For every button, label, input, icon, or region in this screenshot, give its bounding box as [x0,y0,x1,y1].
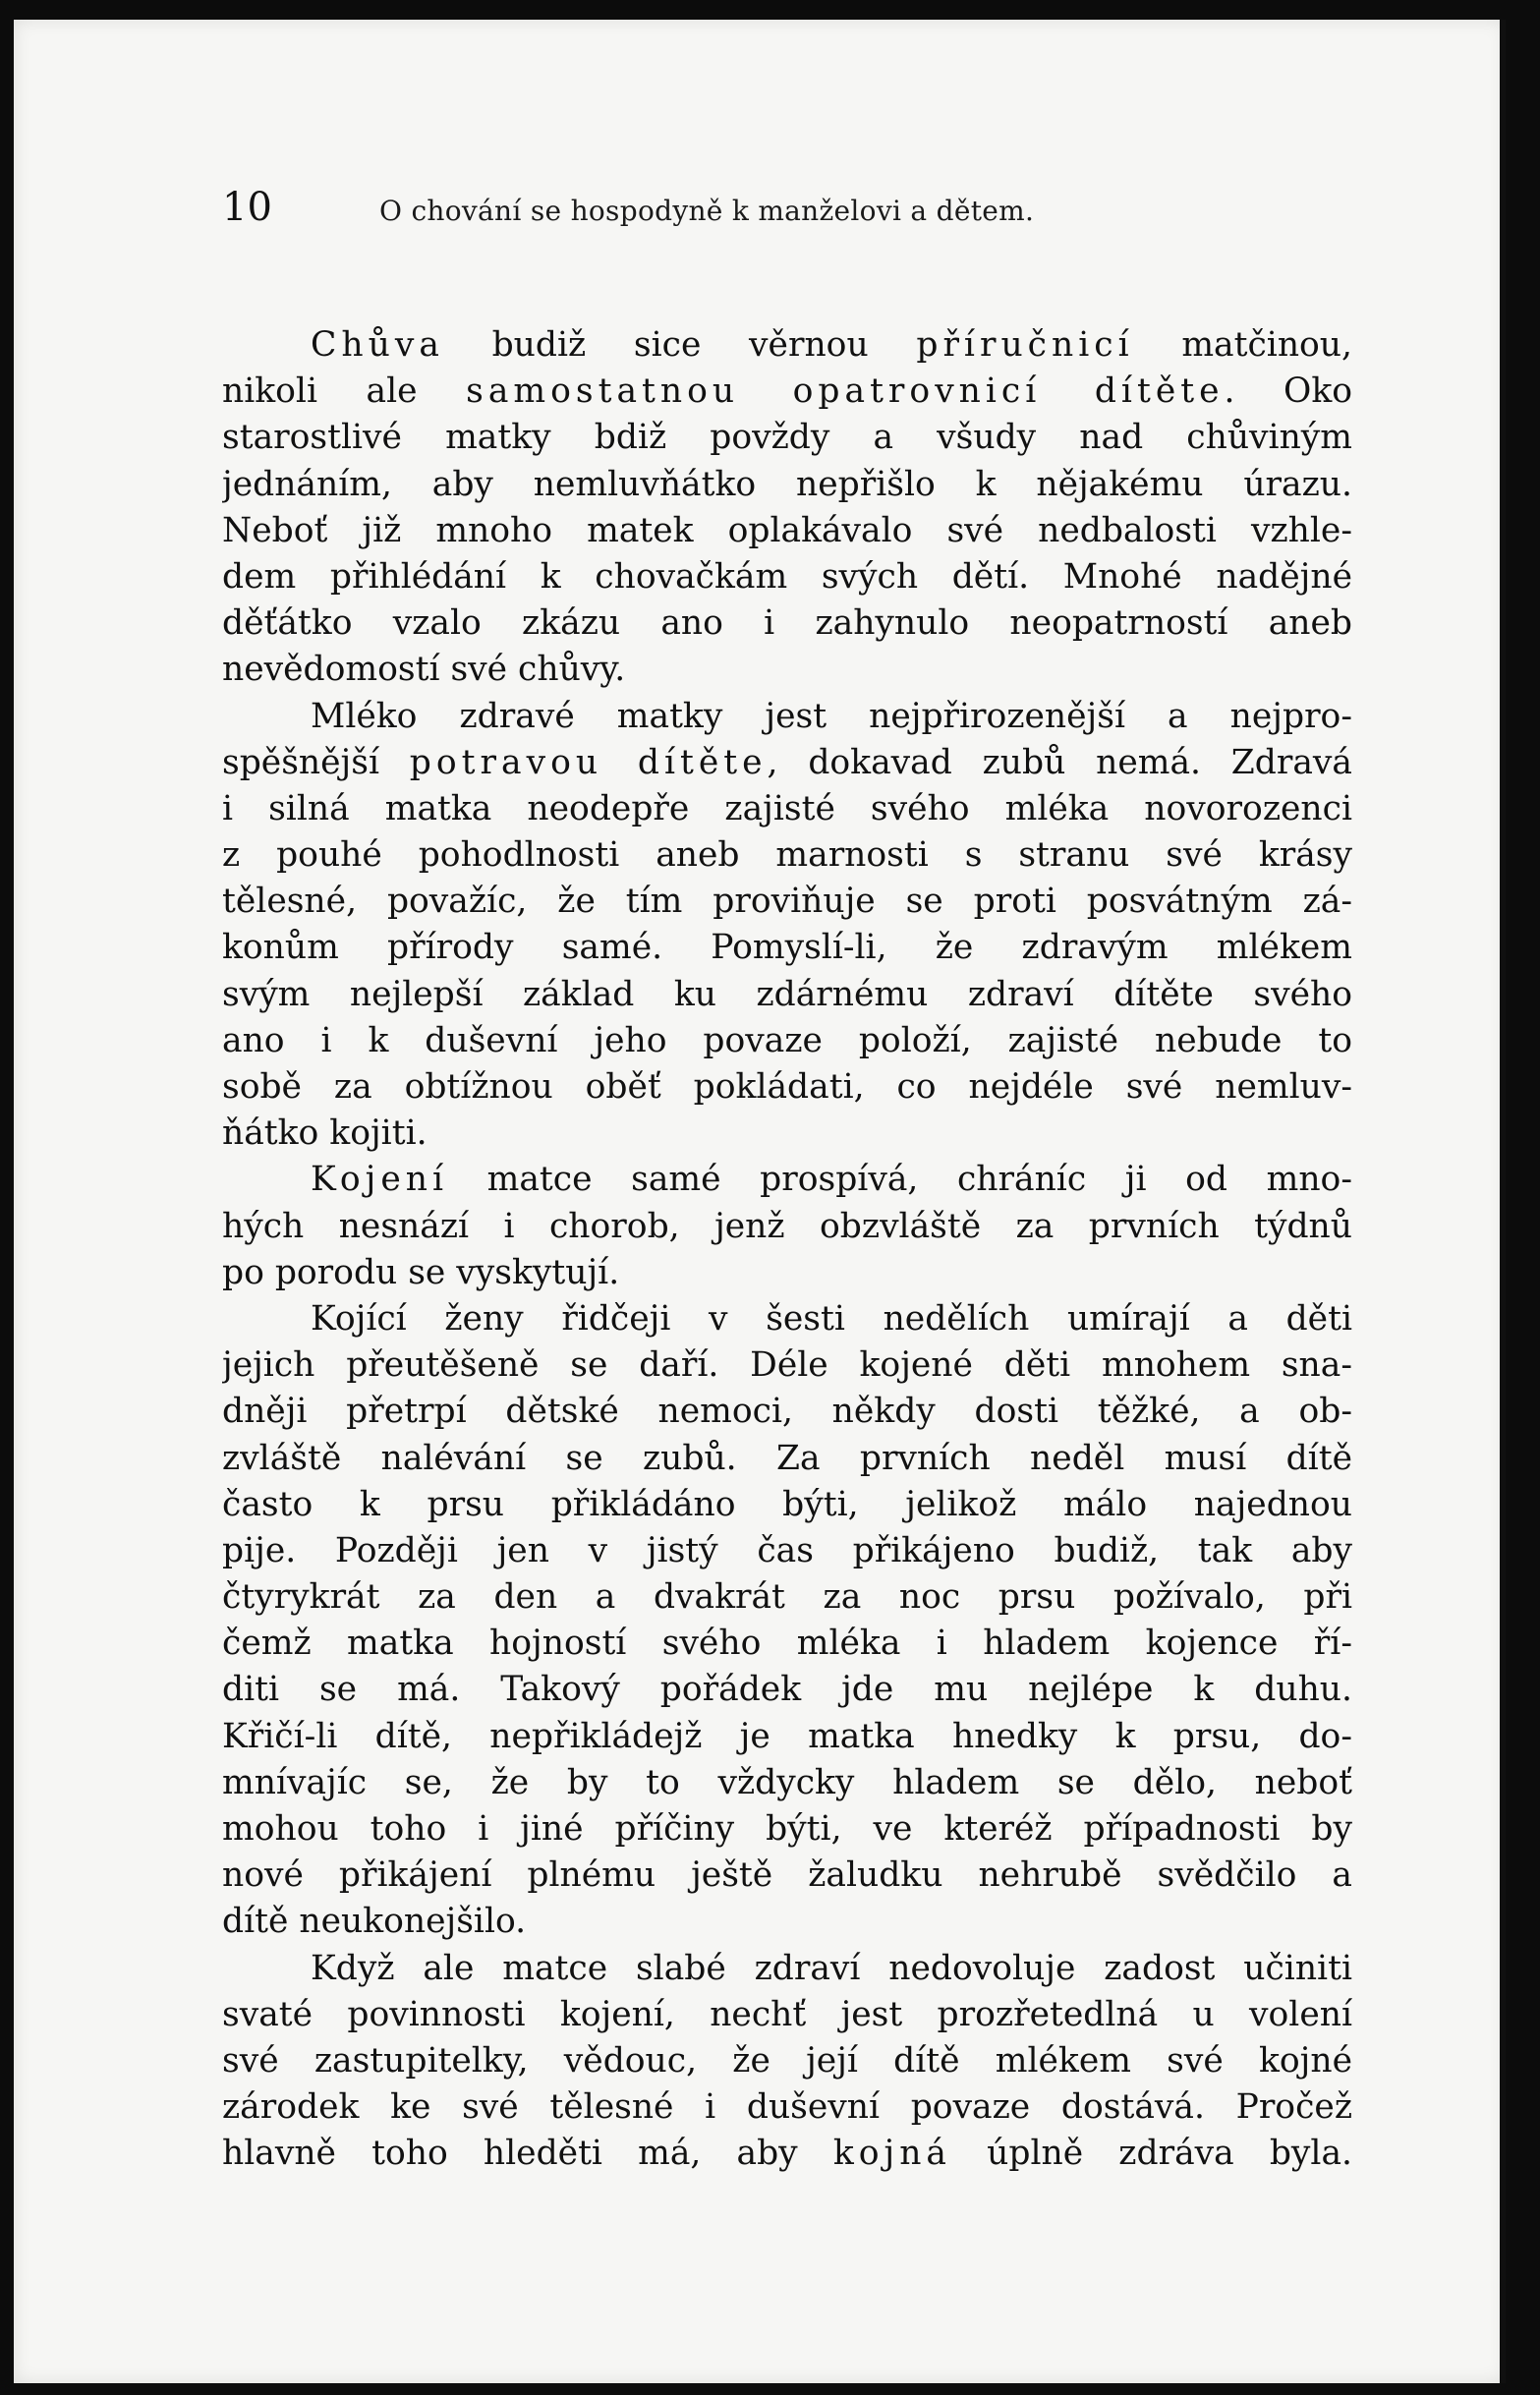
text-run: spěšnější [222,742,410,782]
text-line: Křičí-li dítě, nepřikládejž je matka hnedky k prsu, do- [222,1716,1352,1756]
text-line: mohou toho i jiné příčiny býti, ve kteréž případnosti by [222,1809,1352,1849]
text-line: dem přihlédání k chovačkám svých dětí. Mnohé nadějné [222,556,1352,597]
text-run: úplně zdráva byla. [951,2134,1352,2174]
emphasis-opatrovnici: samostatnou opatrovnicí dítěte [466,371,1225,412]
text-line: své zastupitelky, vědouc, že její dítě mlékem své kojné [222,2040,1352,2081]
paragraph-1 [222,322,1352,694]
text-line: nevědomostí své chůvy. [222,650,626,690]
text-line: diti se má. Takový pořádek jde mu nejlépe k duhu. [222,1670,1352,1710]
text-line: často k prsu přikládáno býti, jelikož málo najednou [222,1484,1352,1524]
book-page [14,20,1506,2383]
emphasis-prirucnici: příručnicí [916,325,1134,365]
text-line [222,369,1352,415]
text-line: hých nesnází i chorob, jenž obzvláště za prvních týdnů [222,1206,1352,1246]
paragraph-2 [222,694,1352,1158]
text-line: ňátko kojiti. [222,1113,428,1154]
text-line: nové přikájení plnému ještě žaludku nehrubě svědčilo a [222,1855,1352,1896]
text-line [222,322,1352,369]
text-line: Kojící ženy řidčeji v šesti nedělích umírají a děti [311,1298,1352,1339]
emphasis-kojna: kojná [832,2134,952,2174]
text-line: čtyrykrát za den a dvakrát za noc prsu požívalo, při [222,1577,1352,1618]
text-run: hlavně toho hleděti má, aby [222,2134,833,2174]
text-line: dítě neukonejšilo. [222,1902,527,1942]
text-line: jejich přeutěšeně se daří. Déle kojené děti mnohem sna- [222,1345,1352,1386]
emphasis-potravou: potravou dítěte [409,742,768,782]
text-run: matčinou, [1133,325,1352,365]
text-line: tělesné, považíc, že tím proviňuje se proti posvátným zá- [222,882,1352,922]
text-line: zárodek ke své tělesné i duševní povaze dostává. Pročež [222,2087,1352,2128]
text-line: z pouhé pohodlnosti aneb marnosti s stranu své krásy [222,835,1352,876]
text-line: dněji přetrpí dětské nemoci, někdy dosti těžké, a ob- [222,1392,1352,1432]
text-run: . Oko [1224,371,1352,412]
paragraph-3 [222,1157,1352,1296]
text-line: po porodu se vyskytují. [222,1252,620,1292]
text-line: Mléko zdravé matky jest nejpřirozenější a nejpro- [311,696,1352,736]
text-line: ano i k duševní jeho povaze položí, zajisté nebude to [222,1020,1352,1060]
text-line: svaté povinnosti kojení, nechť jest prozřetedlná u volení [222,1994,1352,2034]
text-line: jednáním, aby nemluvňátko nepřišlo k nějakému úrazu. [222,464,1352,504]
text-run: budiž sice věrnou [443,325,917,365]
text-line: sobě za obtížnou oběť pokládati, co nejdéle své nemluv- [222,1067,1352,1107]
text-line: čemž matka hojností svého mléka i hladem kojence ří- [222,1624,1352,1664]
text-line: svým nejlepší základ ku zdárnému zdraví dítěte svého [222,974,1352,1014]
paragraph-4 [222,1296,1352,1946]
text-line: pije. Později jen v jistý čas přikájeno budiž, tak aby [222,1530,1352,1570]
text-run: matce samé prospívá, chráníc ji od mno- [448,1160,1352,1200]
text-line: starostlivé matky bdiž povždy a všudy nad chůviným [222,418,1352,458]
text-run: nikoli ale [222,371,467,412]
text-line: i silná matka neodepře zajisté svého mléka novorozenci [222,788,1352,828]
page-number: 10 [222,185,272,230]
page-header [222,185,1352,263]
text-line: konům přírody samé. Pomyslí-li, že zdravým mlékem [222,928,1352,968]
page-content [222,185,1352,2178]
text-line: děťátko vzalo zkázu ano i zahynulo neopatrností aneb [222,603,1352,644]
text-line [222,740,1352,786]
emphasis-chuva: Chůva [311,325,444,365]
text-line [222,2131,1352,2177]
text-line [222,1157,1352,1203]
running-title: O chování se hospodyně k manželovi a dětem. [379,195,1035,227]
text-run: , dokavad zubů nemá. Zdravá [767,742,1352,782]
emphasis-kojeni: Kojení [311,1160,448,1200]
page-edge [1500,20,1506,2383]
text-line: Když ale matce slabé zdraví nedovoluje zadost učiniti [311,1948,1352,1988]
text-line: Neboť již mnoho matek oplakávalo své nedbalosti vzhle- [222,510,1352,550]
text-line: mnívajíc se, že by to vždycky hladem se dělo, neboť [222,1762,1352,1802]
text-line: zvláště nalévání se zubů. Za prvních neděl musí dítě [222,1438,1352,1478]
paragraph-5 [222,1946,1352,2178]
